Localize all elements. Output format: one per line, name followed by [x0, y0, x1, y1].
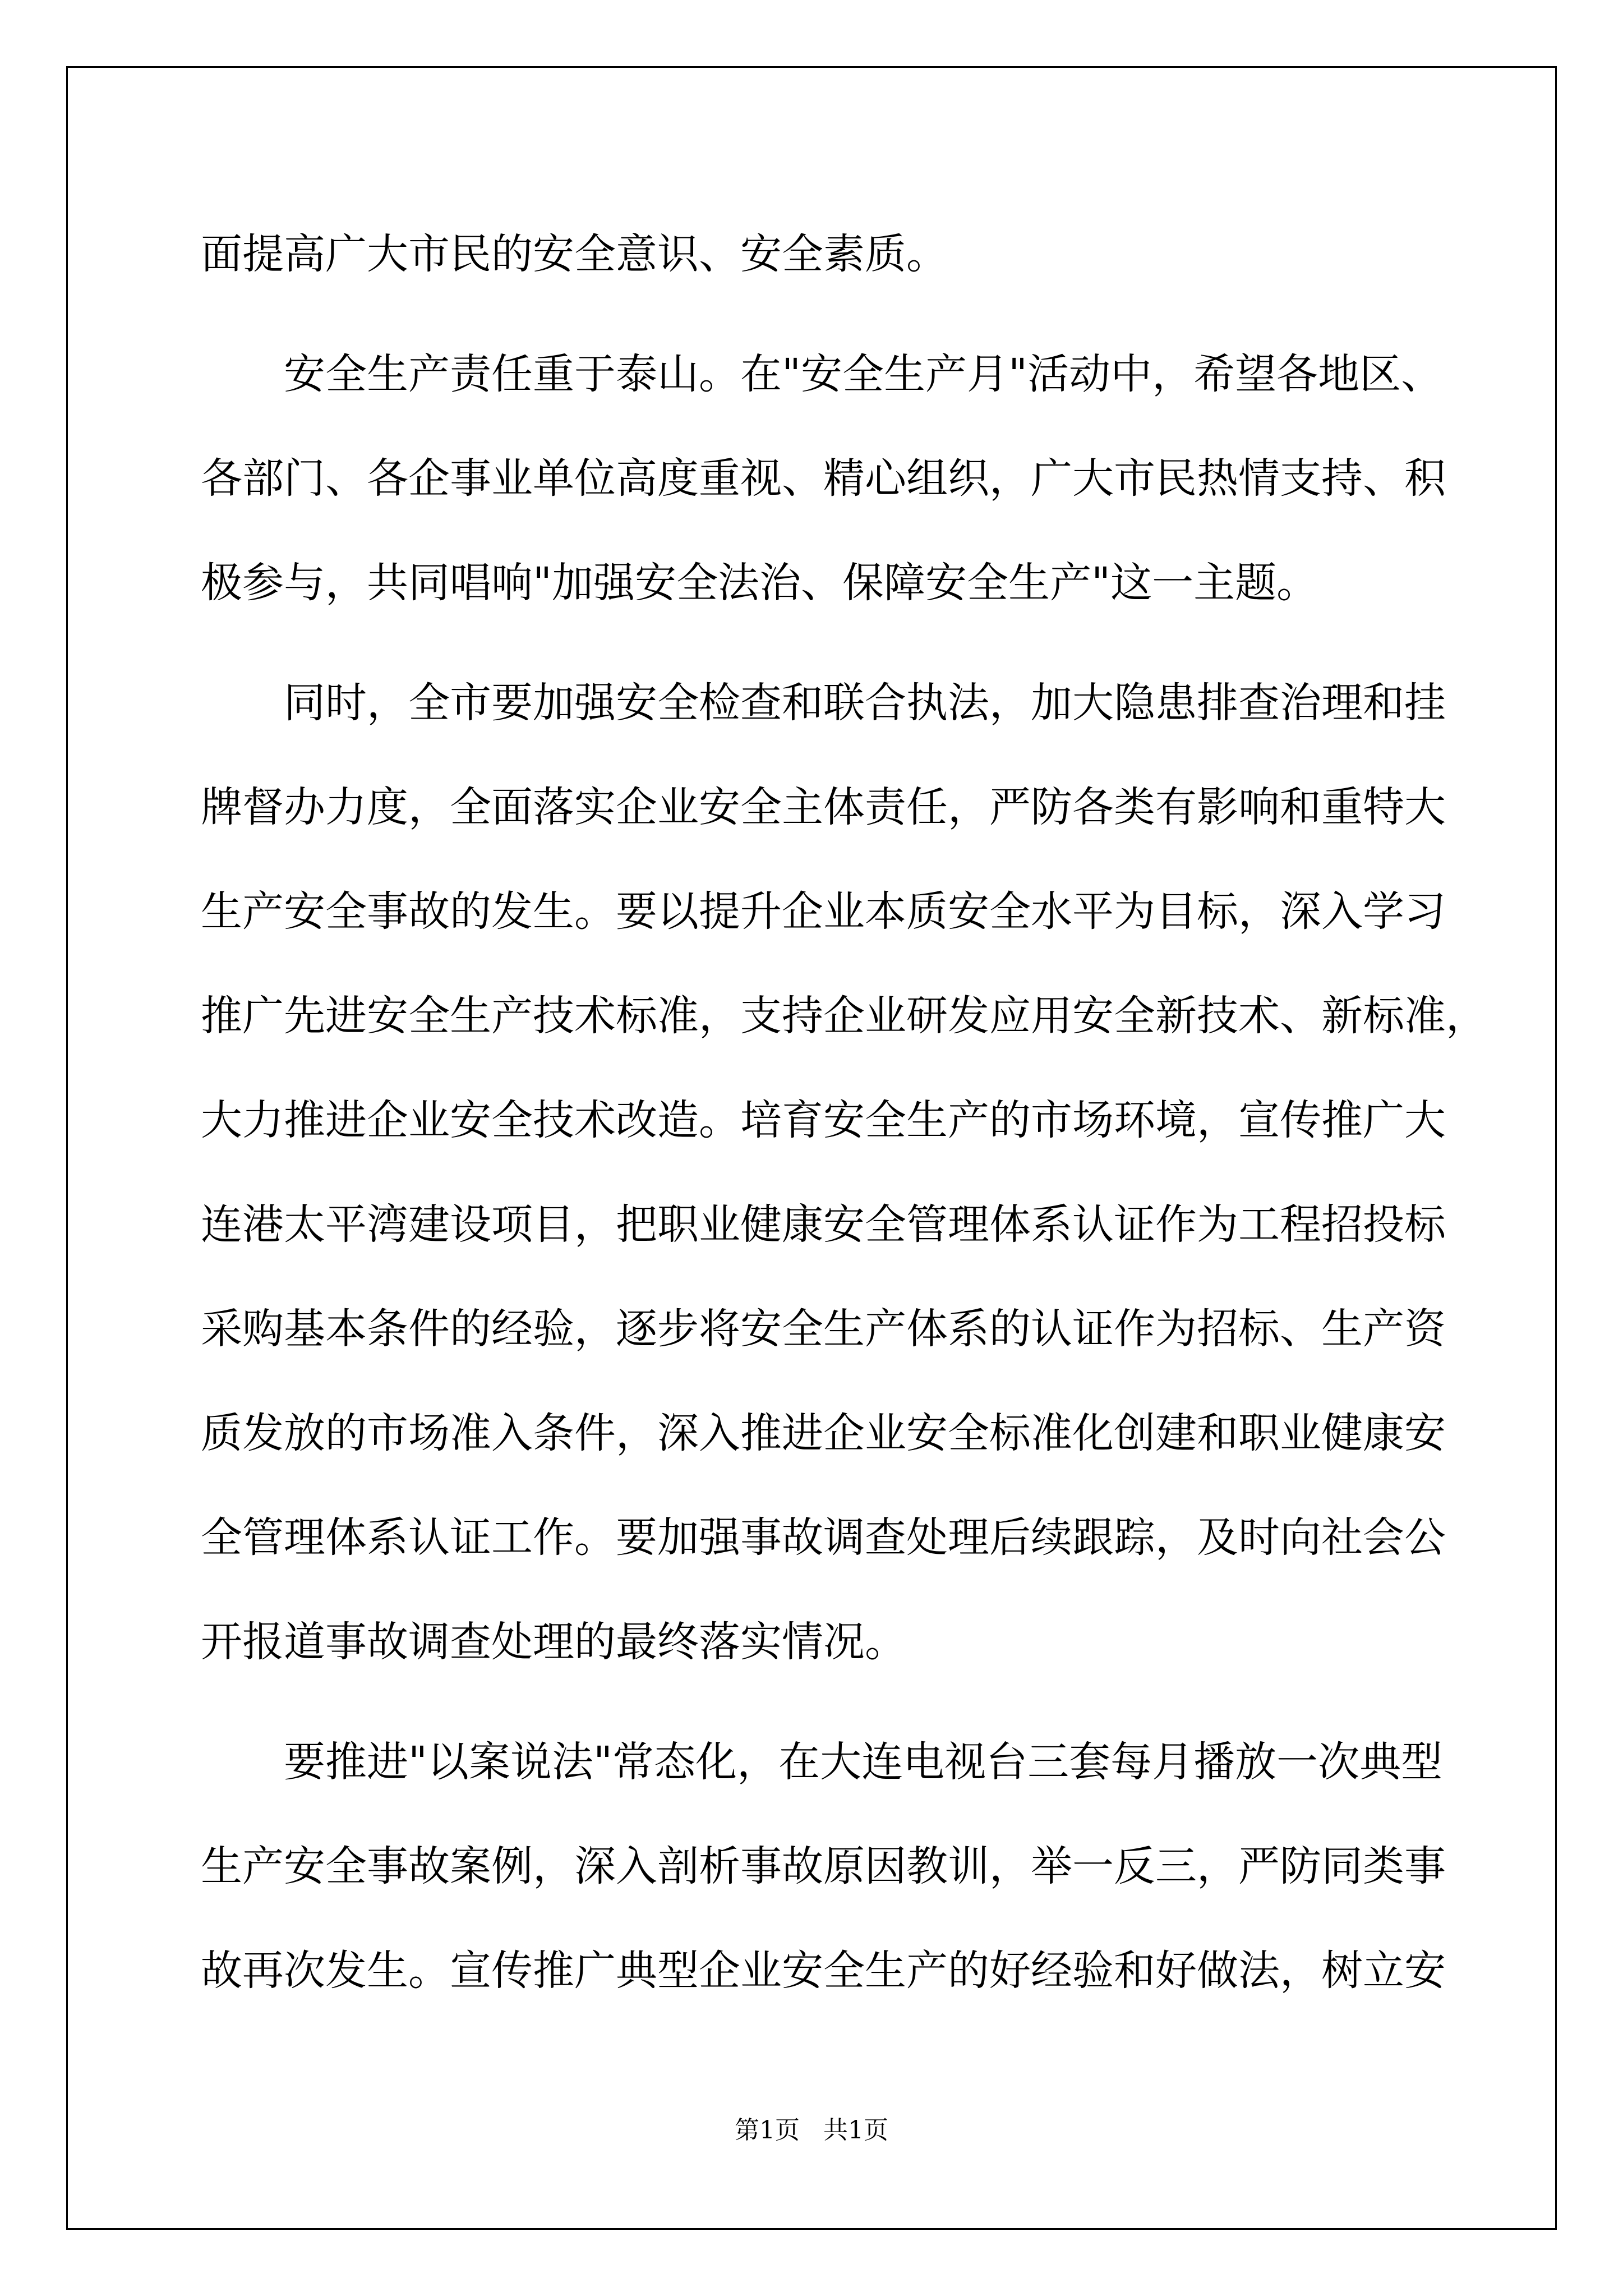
text-line: 开报道事故调查处理的最终落实情况。	[201, 1618, 906, 1666]
text-line: 故再次发生。宣传推广典型企业安全生产的好经验和好做法，树立安	[201, 1947, 1446, 1995]
text-line: 牌督办力度，全面落实企业安全主体责任，严防各类有影响和重特大	[201, 783, 1446, 831]
text-line: 质发放的市场准入条件，深入推进企业安全标准化创建和职业健康安	[201, 1409, 1446, 1457]
text-line: 极参与，共同唱响"加强安全法治、保障安全生产"这一主题。	[201, 559, 1318, 607]
paragraph	[201, 1710, 1446, 2023]
text-line: 大力推进企业安全技术改造。培育安全生产的市场环境，宣传推广大	[201, 1096, 1446, 1144]
text-line: 采购基本条件的经验，逐步将安全生产体系的认证作为招标、生产资	[201, 1305, 1446, 1353]
text-line: 安全生产责任重于泰山。在"安全生产月"活动中，希望各地区、	[284, 350, 1443, 398]
paragraph	[201, 322, 1446, 635]
text-line: 同时，全市要加强安全检查和联合执法，加大隐患排查治理和挂	[284, 679, 1446, 727]
document-body	[201, 202, 1487, 2023]
text-line: 推广先进安全生产技术标准，支持企业研发应用安全新技术、新标准，	[201, 992, 1487, 1040]
text-line: 生产安全事故的发生。要以提升企业本质安全水平为目标，深入学习	[201, 887, 1446, 936]
text-line: 面提高广大市民的安全意识、安全素质。	[201, 230, 948, 278]
text-line: 要推进"以案说法"常态化，在大连电视台三套每月播放一次典型	[284, 1738, 1443, 1786]
text-line: 连港太平湾建设项目，把职业健康安全管理体系认证作为工程招投标	[201, 1200, 1446, 1249]
text-line: 全管理体系认证工作。要加强事故调查处理后续跟踪，及时向社会公	[201, 1513, 1446, 1562]
paragraph	[201, 651, 1487, 1694]
text-line: 生产安全事故案例，深入剖析事故原因教训，举一反三，严防同类事	[201, 1842, 1446, 1890]
text-line: 各部门、各企事业单位高度重视、精心组织，广大市民热情支持、积	[201, 454, 1446, 503]
page-number-footer: 第1页 共1页	[735, 2116, 888, 2145]
paragraph	[201, 202, 1435, 306]
